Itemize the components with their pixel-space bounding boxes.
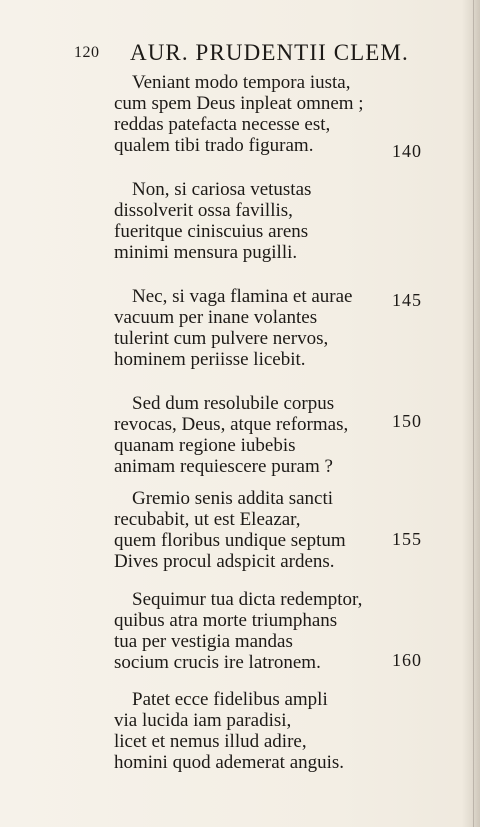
verse-line: qualem tibi trado figuram.: [114, 135, 314, 156]
verse-line: Dives procul adspicit ardens.: [114, 551, 335, 572]
verse-line: cum spem Deus inpleat omnem ;: [114, 93, 364, 114]
poem-text: [0, 72, 480, 792]
verse-line: Sequimur tua dicta redemptor,: [132, 589, 363, 610]
verse-line: Gremio senis addita sancti: [132, 488, 334, 509]
verse-line: recubabit, ut est Eleazar,: [114, 509, 301, 530]
verse-line: via lucida iam paradisi,: [114, 710, 292, 731]
stanza-2: [114, 179, 444, 263]
verse-line: Nec, si vaga flamina et aurae: [132, 286, 353, 307]
verse-line: fueritque ciniscuius arens: [114, 221, 309, 242]
page-number: 120: [74, 44, 100, 61]
stanza-7: [114, 689, 444, 773]
line-number-150: 150: [392, 411, 422, 431]
verse-line: Patet ecce fidelibus ampli: [132, 689, 328, 710]
stanza-4: [114, 393, 444, 477]
verse-line: animam requiescere puram ?: [114, 456, 333, 477]
line-number-160: 160: [392, 650, 422, 670]
verse-line: socium crucis ire latronem.: [114, 652, 321, 673]
verse-line: minimi mensura pugilli.: [114, 242, 298, 263]
line-number-145: 145: [392, 290, 422, 310]
verse-line: homini quod ademerat anguis.: [114, 752, 345, 773]
verse-line: licet et nemus illud adire,: [114, 731, 307, 752]
line-number-155: 155: [392, 529, 422, 549]
verse-line: Sed dum resolubile corpus: [132, 393, 335, 414]
verse-line: vacuum per inane volantes: [114, 307, 318, 328]
verse-line: hominem periisse licebit.: [114, 349, 306, 370]
verse-line: quanam regione iubebis: [114, 435, 296, 456]
verse-line: revocas, Deus, atque reformas,: [114, 414, 349, 435]
verse-line: reddas patefacta necesse est,: [114, 114, 331, 135]
verse-line: tua per vestigia mandas: [114, 631, 293, 652]
verse-line: quem floribus undique septum: [114, 530, 346, 551]
verse-line: Non, si cariosa vetustas: [132, 179, 312, 200]
line-number-140: 140: [392, 141, 422, 161]
verse-line: dissolverit ossa favillis,: [114, 200, 293, 221]
verse-line: tulerint cum pulvere nervos,: [114, 328, 329, 349]
verse-line: Veniant modo tempora iusta,: [132, 72, 351, 93]
verse-line: quibus atra morte triumphans: [114, 610, 338, 631]
page-header: [0, 40, 480, 68]
running-head: AUR. PRUDENTII CLEM.: [130, 40, 409, 65]
